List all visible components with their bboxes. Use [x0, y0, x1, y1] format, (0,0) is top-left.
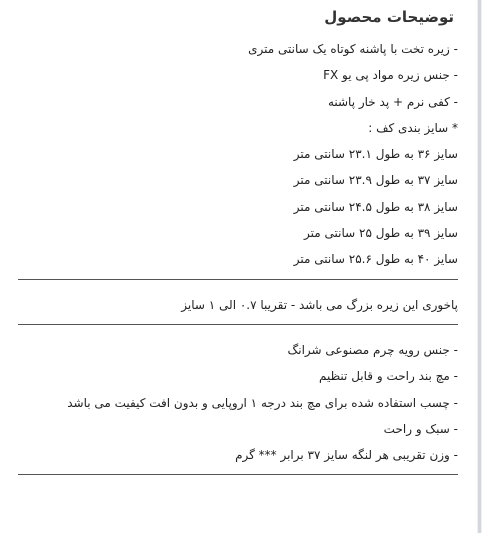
size-chart-heading: * سایز بندی کف :: [368, 120, 458, 135]
description-line: - زیره تخت با پاشنه کوتاه یک سانتی متری: [248, 42, 458, 56]
size-chart-row: سایز ۳۷ به طول ۲۳.۹ سانتی متر: [293, 173, 458, 188]
section-title: توضیحات محصول: [324, 8, 454, 26]
description-line: - جنس رویه چرم مصنوعی شرانگ: [287, 342, 458, 357]
size-chart-row: سایز ۴۰ به طول ۲۵.۶ سانتی متر: [293, 252, 458, 267]
size-chart-row: سایز ۳۸ به طول ۲۴.۵ سانتی متر: [293, 199, 458, 214]
scrollbar-thumb[interactable]: [478, 0, 481, 533]
description-line: - وزن تقریبی هر لنگه سایز ۳۷ برابر *** گرم: [235, 448, 458, 463]
divider: [18, 279, 458, 280]
divider: [18, 474, 458, 475]
features-group: [18, 42, 458, 266]
size-note: پاخوری این زیره بزرگ می باشد - تقریبا ۰.۷ الی ۱ سایز: [181, 297, 458, 312]
description-line: - کفی نرم + پد خار پاشنه: [327, 94, 458, 109]
description-line: - سبک و راحت: [383, 421, 458, 436]
material-group: [18, 343, 458, 462]
size-chart-row: سایز ۳۶ به طول ۲۳.۱ سانتی متر: [293, 147, 458, 162]
description-line: - چسب استفاده شده برای مچ بند درجه ۱ اروپایی و بدون افت کیفیت می باشد: [67, 395, 458, 410]
divider: [18, 324, 458, 325]
size-chart-row: سایز ۳۹ به طول ۲۵ سانتی متر: [304, 226, 458, 241]
description-line: - مچ بند راحت و قابل تنظیم: [318, 369, 458, 384]
description-line: - جنس زیره مواد پی یو FX: [323, 68, 458, 83]
